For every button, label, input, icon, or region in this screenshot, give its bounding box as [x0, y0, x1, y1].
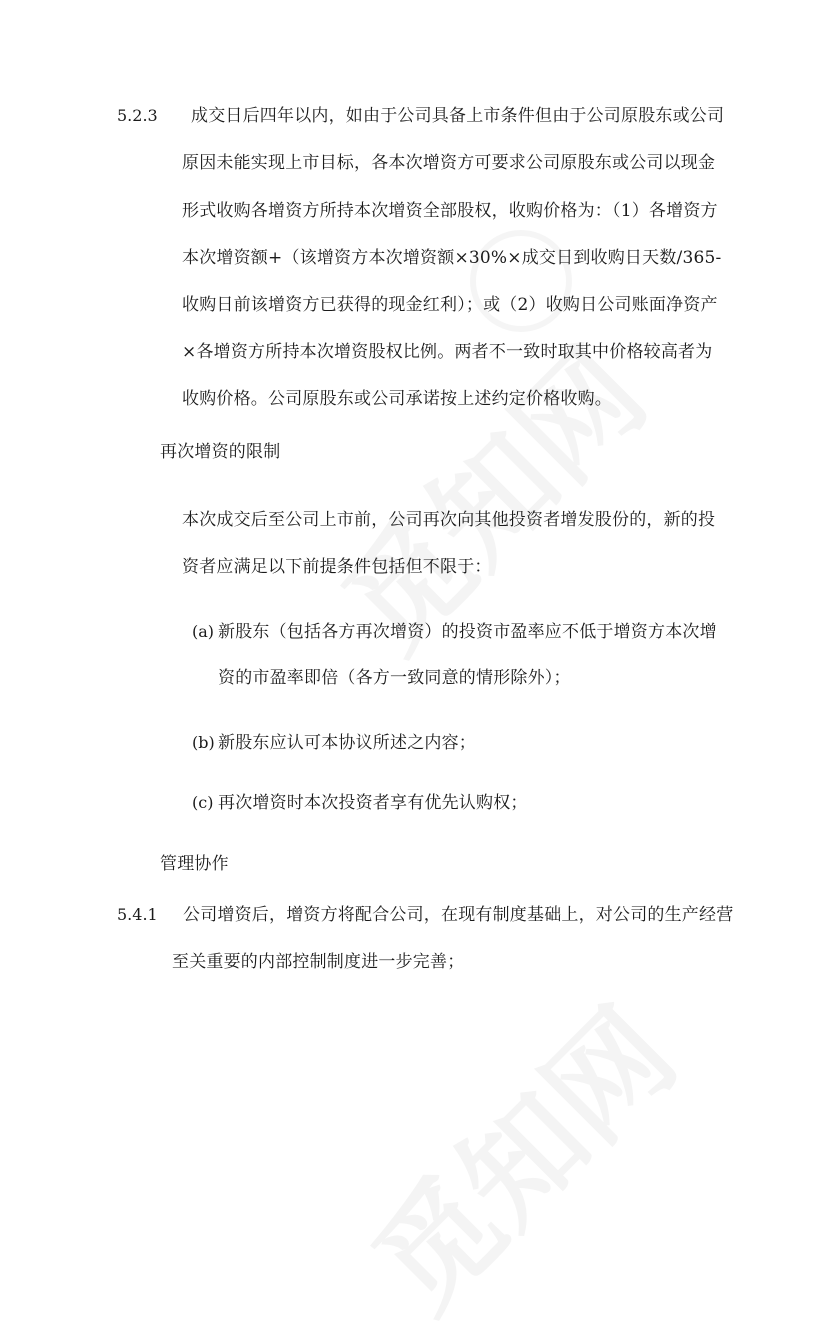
- section-5-4-1-line-1: 公司增资后，增资方将配合公司，在现有制度基础上，对公司的生产经营: [183, 905, 734, 925]
- condition-a-marker: (a): [192, 622, 215, 641]
- condition-a-line-1: 新股东（包括各方再次增资）的投资市盈率应不低于增资方本次增: [218, 622, 717, 642]
- section-5-4-1-line-2: 至关重要的内部控制制度进一步完善；: [172, 952, 465, 972]
- section-5-2-3-line-4: 本次增资额+（该增资方本次增资额×30%×成交日到收购日天数/365-: [182, 248, 722, 268]
- section-5-2-3-line-3: 形式收购各增资方所持本次增资全部股权，收购价格为：（1）各增资方: [182, 201, 718, 221]
- condition-a-line-2: 资的市盈率即倍（各方一致同意的情形除外）；: [218, 668, 571, 688]
- heading-cooperation: 管理协作: [160, 854, 229, 874]
- heading-restriction: 再次增资的限制: [160, 442, 281, 462]
- section-5-2-3-line-1: 成交日后四年以内，如由于公司具备上市条件但由于公司原股东或公司: [191, 106, 725, 126]
- restriction-intro-line-2: 资者应满足以下前提条件包括但不限于：: [182, 557, 492, 577]
- section-5-2-3-line-2: 原因未能实现上市目标，各本次增资方可要求公司原股东或公司以现金: [182, 153, 716, 173]
- condition-b-marker: (b): [192, 733, 215, 752]
- section-5-2-3-line-5: 收购日前该增资方已获得的现金红利）；或（2）收购日公司账面净资产: [182, 295, 718, 315]
- condition-c-line-1: 再次增资时本次投资者享有优先认购权；: [218, 793, 528, 813]
- section-5-2-3-line-7: 收购价格。公司原股东或公司承诺按上述约定价格收购。: [182, 389, 612, 409]
- section-number-5-2-3: 5.2.3: [117, 106, 158, 125]
- condition-c-marker: (c): [192, 793, 214, 812]
- restriction-intro-line-1: 本次成交后至公司上市前，公司再次向其他投资者增发股份的，新的投: [182, 510, 716, 530]
- watermark-text-bottom: [330, 965, 706, 1341]
- condition-b-line-1: 新股东应认可本协议所述之内容；: [218, 733, 476, 753]
- section-number-5-4-1: 5.4.1: [117, 905, 158, 924]
- section-5-2-3-line-6: ×各增资方所持本次增资股权比例。两者不一致时取其中价格较高者为: [182, 342, 713, 362]
